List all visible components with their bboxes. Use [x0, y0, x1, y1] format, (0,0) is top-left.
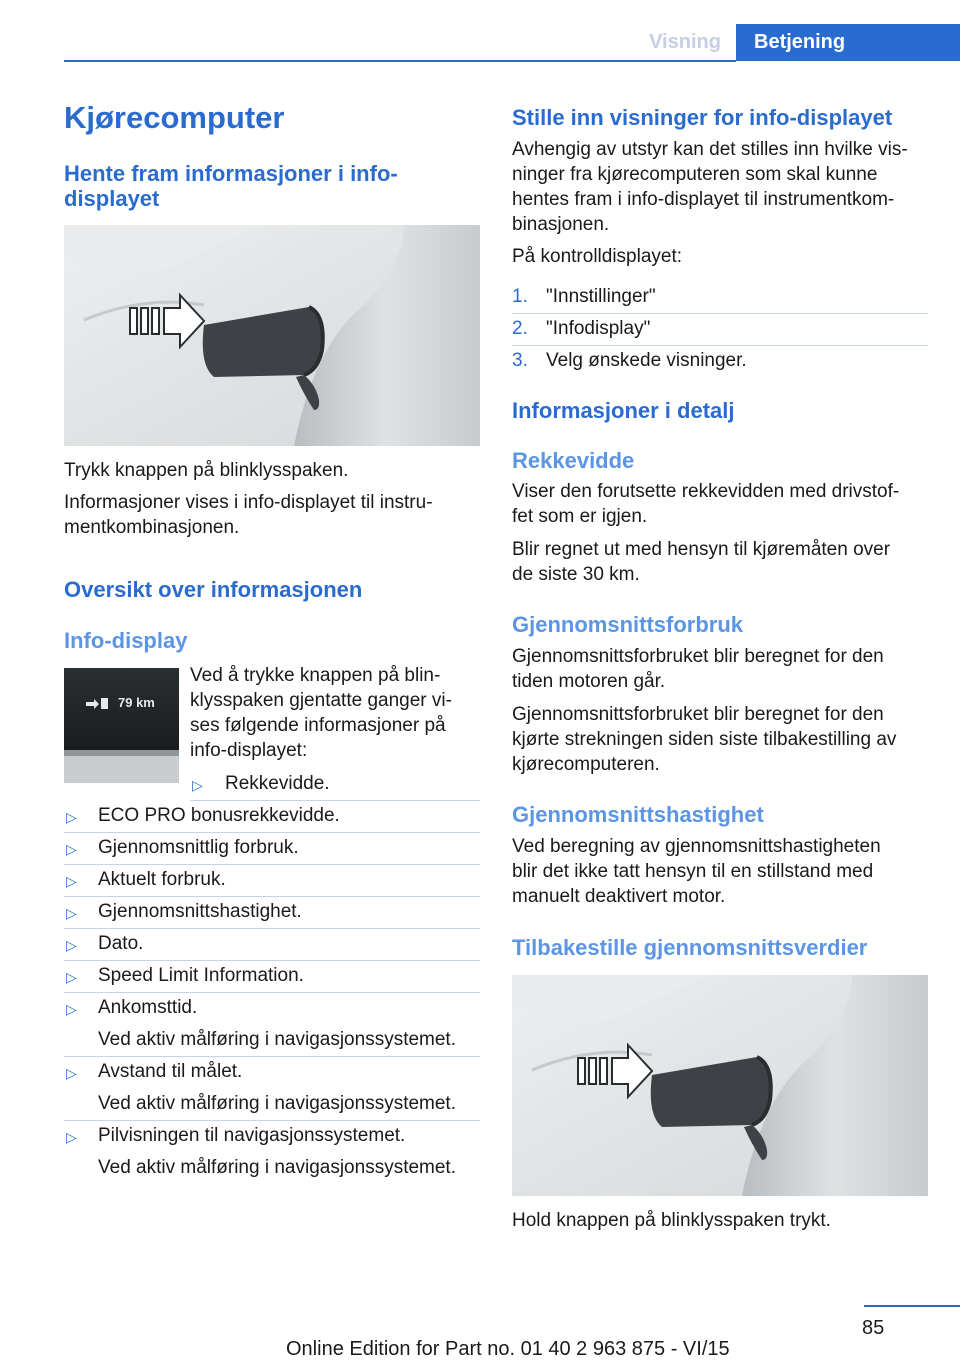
info-text-line1: Informasjoner vises i info-displayet til instru-: [64, 492, 433, 513]
header-rule: [64, 60, 736, 62]
info-display-heading: Info-display: [64, 628, 188, 653]
bullet-triangle-icon: ▷: [66, 905, 77, 921]
list-divider: [64, 1120, 480, 1121]
step-number: 1.: [512, 286, 528, 307]
desc-line3: ses følgende informasjoner på: [190, 715, 446, 736]
list-item: Ankomsttid.: [98, 997, 198, 1018]
list-item: Speed Limit Information.: [98, 965, 304, 986]
range-text-line3: Blir regnet ut med hensyn til kjøremåten over: [512, 539, 891, 560]
list-item: Avstand til målet.: [98, 1061, 243, 1082]
list-divider: [64, 928, 480, 929]
list-item-note: Ved aktiv målføring i navigasjonssystemet.: [98, 1029, 456, 1050]
section-heading-line1: Hente fram informasjoner i info-: [64, 161, 398, 186]
turn-signal-lever-illustration: [64, 225, 480, 446]
list-item: ECO PRO bonusrekkevidde.: [98, 805, 340, 826]
settings-heading: Stille inn visninger for info-displayet: [512, 105, 893, 130]
consumption-text-line3: Gjennomsnittsforbruket blir beregnet for den: [512, 704, 884, 725]
list-divider: [64, 960, 480, 961]
bullet-triangle-icon: ▷: [66, 809, 77, 825]
speed-text-line2: blir det ikke tatt hensyn til en stillstand med: [512, 861, 874, 882]
tab-visning[interactable]: Visning: [649, 31, 721, 53]
bullet-triangle-icon: ▷: [66, 1129, 77, 1145]
list-item: Gjennomsnittshastighet.: [98, 901, 302, 922]
step-item: "Innstillinger": [546, 286, 656, 307]
consumption-text-line5: kjørecomputeren.: [512, 754, 660, 775]
range-text-line2: fet som er igjen.: [512, 506, 648, 527]
list-divider: [64, 1056, 480, 1057]
reset-heading: Tilbakestille gjennomsnittsverdier: [512, 935, 868, 960]
step-item: "Infodisplay": [546, 318, 651, 339]
list-divider: [64, 992, 480, 993]
section-heading-line2: displayet: [64, 186, 160, 211]
list-item: Aktuelt forbruk.: [98, 869, 226, 890]
speed-heading: Gjennomsnittshastighet: [512, 802, 764, 827]
settings-text-line3: hentes fram i info-displayet til instrumentkom-: [512, 189, 895, 210]
step-item: Velg ønskede visninger.: [546, 350, 747, 371]
list-item: Dato.: [98, 933, 144, 954]
list-item: Gjennomsnittlig forbruk.: [98, 837, 299, 858]
list-divider: [64, 832, 480, 833]
step-number: 2.: [512, 318, 528, 339]
press-instruction: Trykk knappen på blinklysspaken.: [64, 460, 349, 481]
footer-edition: Online Edition for Part no. 01 40 2 963 875 - VI/15: [286, 1338, 730, 1360]
consumption-text-line2: tiden motoren går.: [512, 671, 666, 692]
turn-signal-lever-illustration: [512, 975, 928, 1196]
bullet-triangle-icon: ▷: [66, 1065, 77, 1081]
list-item-note: Ved aktiv målføring i navigasjonssystemet.: [98, 1093, 456, 1114]
display-range-readout: 79 km: [118, 695, 155, 710]
info-text-line2: mentkombinasjonen.: [64, 517, 240, 538]
bullet-triangle-icon: ▷: [66, 937, 77, 953]
list-item: Rekkevidde.: [225, 773, 330, 794]
speed-text-line1: Ved beregning av gjennomsnittshastigheten: [512, 836, 881, 857]
bullet-triangle-icon: ▷: [66, 1001, 77, 1017]
footer-rule: [864, 1305, 960, 1307]
list-item: Pilvisningen til navigasjonssystemet.: [98, 1125, 406, 1146]
list-divider: [190, 800, 480, 801]
desc-line1: Ved å trykke knappen på blin-: [190, 665, 441, 686]
consumption-text-line1: Gjennomsnittsforbruket blir beregnet for den: [512, 646, 884, 667]
range-heading: Rekkevidde: [512, 448, 635, 473]
bullet-triangle-icon: ▷: [66, 873, 77, 889]
settings-text-line1: Avhengig av utstyr kan det stilles inn hvilke vis-: [512, 139, 908, 160]
page-title: Kjørecomputer: [64, 100, 285, 135]
overview-heading: Oversikt over informasjonen: [64, 577, 363, 602]
bullet-triangle-icon: ▷: [66, 841, 77, 857]
desc-line2: klysspaken gjentatte ganger vi-: [190, 690, 452, 711]
speed-text-line3: manuelt deaktivert motor.: [512, 886, 726, 907]
bullet-triangle-icon: ▷: [66, 969, 77, 985]
list-divider: [64, 896, 480, 897]
range-text-line1: Viser den forutsette rekkevidden med drivstof-: [512, 481, 900, 502]
info-display-image: [64, 668, 179, 783]
bullet-triangle-icon: ▷: [192, 777, 203, 793]
page-number: 85: [862, 1317, 885, 1339]
list-divider: [512, 313, 928, 314]
consumption-text-line4: kjørte strekningen siden siste tilbakestilling av: [512, 729, 897, 750]
list-divider: [64, 864, 480, 865]
details-heading: Informasjoner i detalj: [512, 398, 735, 423]
settings-text-line2: ninger fra kjørecomputeren som skal kunne: [512, 164, 878, 185]
step-number: 3.: [512, 350, 528, 371]
consumption-heading: Gjennomsnittsforbruk: [512, 612, 744, 637]
range-text-line4: de siste 30 km.: [512, 564, 640, 585]
settings-text-line4: binasjonen.: [512, 214, 610, 235]
hold-instruction: Hold knappen på blinklysspaken trykt.: [512, 1210, 831, 1231]
list-item-note: Ved aktiv målføring i navigasjonssystemet.: [98, 1157, 456, 1178]
desc-line4: info-displayet:: [190, 740, 308, 761]
control-display-text: På kontrolldisplayet:: [512, 246, 683, 267]
tab-betjening[interactable]: Betjening: [736, 24, 960, 61]
list-divider: [512, 345, 928, 346]
